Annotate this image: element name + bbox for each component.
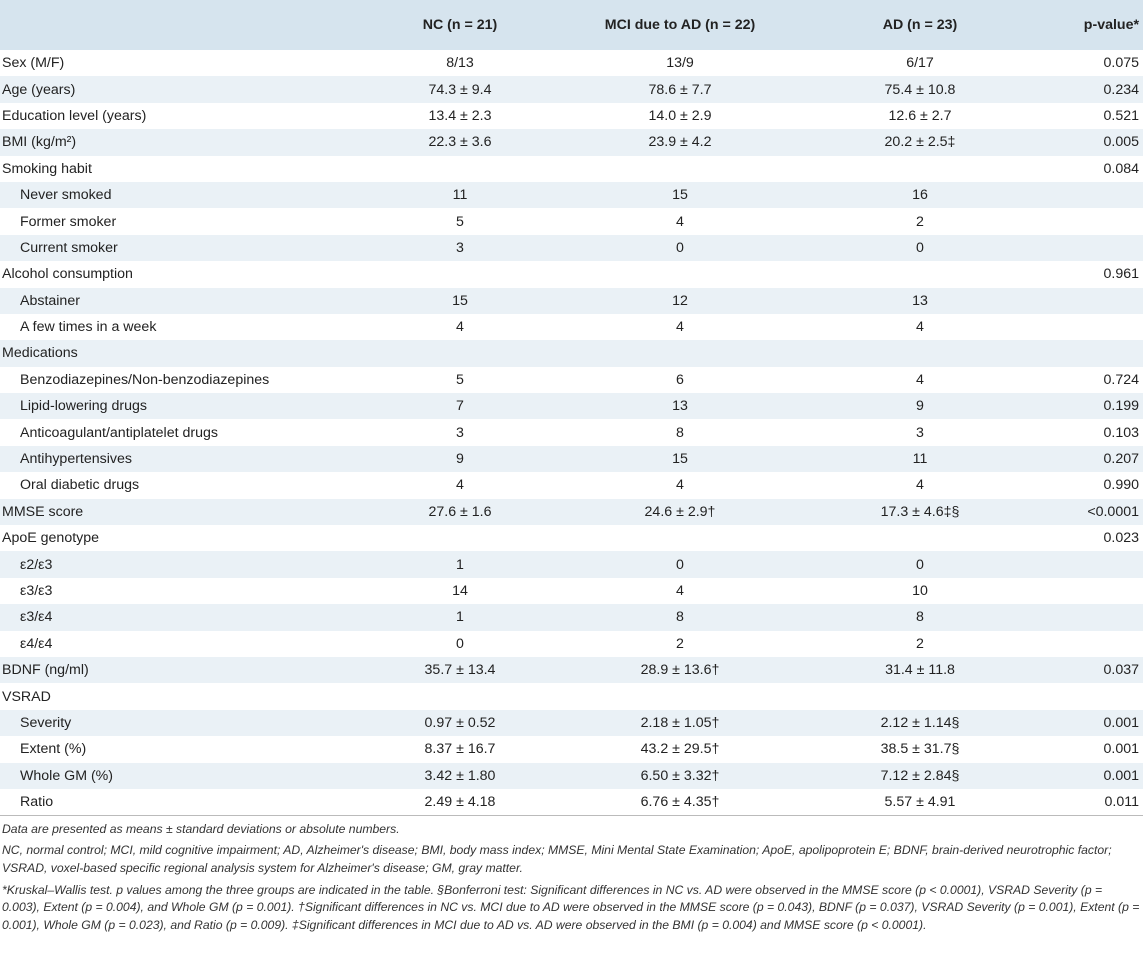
row-label: ε4/ε4 — [20, 635, 53, 652]
mci-value: 4 — [676, 319, 684, 336]
table-row — [0, 736, 1143, 762]
nc-value: 8/13 — [446, 55, 474, 72]
nc-value: 27.6 ± 1.6 — [428, 503, 492, 520]
ad-value: 4 — [916, 371, 924, 388]
table-row — [0, 103, 1143, 129]
table-row — [0, 446, 1143, 472]
p-value: 0.001 — [1103, 714, 1139, 731]
p-value — [1040, 631, 1143, 657]
ad-value: 20.2 ± 2.5‡ — [884, 134, 956, 151]
mci-value: 78.6 ± 7.7 — [648, 81, 712, 98]
row-label: Education level (years) — [2, 107, 147, 124]
table-row — [0, 657, 1143, 683]
p-value — [1040, 340, 1143, 366]
table-row — [0, 208, 1143, 234]
mci-value: 8 — [676, 609, 684, 626]
footnote: NC, normal control; MCI, mild cognitive impairment; AD, Alzheimer's disease; BMI, body mass index; MMSE, Mini Mental State Examination; ApoE, apolipoprotein E; BDNF, brain-derived neurotrophic factor; VSRAD, voxel-based specific regional analysis system for Alzheimer's disease; GM, gray matter. — [2, 843, 1112, 876]
row-label: Lipid-lowering drugs — [20, 398, 147, 415]
mci-value: 6 — [676, 371, 684, 388]
row-label: Benzodiazepines/Non-benzodiazepines — [20, 371, 270, 388]
p-value: 0.724 — [1103, 371, 1139, 388]
p-value — [1040, 208, 1143, 234]
mci-value: 15 — [672, 187, 688, 204]
p-value: 0.084 — [1103, 160, 1139, 177]
row-label: Antihypertensives — [20, 451, 132, 468]
row-label: Abstainer — [20, 292, 80, 309]
nc-value — [360, 156, 560, 182]
row-label: Ratio — [20, 793, 54, 810]
nc-value: 74.3 ± 9.4 — [428, 81, 492, 98]
nc-value: 22.3 ± 3.6 — [428, 134, 492, 151]
p-value — [1040, 578, 1143, 604]
table-row — [0, 393, 1143, 419]
table-row — [0, 235, 1143, 261]
ad-value — [800, 156, 1040, 182]
footnote: Data are presented as means ± standard deviations or absolute numbers. — [2, 821, 400, 836]
nc-value: 3 — [456, 424, 464, 441]
ad-value: 38.5 ± 31.7§ — [880, 741, 960, 758]
mci-value — [560, 340, 800, 366]
ad-value: 16 — [912, 187, 928, 204]
row-label: Medications — [2, 345, 78, 362]
p-value: <0.0001 — [1087, 503, 1139, 520]
header-ad: AD (n = 23) — [882, 17, 958, 33]
p-value: 0.990 — [1103, 477, 1139, 494]
nc-value: 9 — [456, 451, 464, 468]
ad-value: 4 — [916, 319, 924, 336]
row-label: Current smoker — [20, 239, 118, 256]
ad-value: 75.4 ± 10.8 — [884, 81, 956, 98]
row-label: ε2/ε3 — [20, 556, 53, 573]
p-value — [1040, 182, 1143, 208]
ad-value: 10 — [912, 583, 928, 599]
table-row — [0, 789, 1143, 815]
ad-value: 11 — [912, 451, 928, 468]
row-label: Alcohol consumption — [2, 266, 133, 283]
nc-value: 8.37 ± 16.7 — [424, 741, 496, 758]
mci-value — [560, 156, 800, 182]
table-row — [0, 261, 1143, 287]
table-row — [0, 683, 1143, 709]
nc-value — [360, 525, 560, 551]
ad-value: 3 — [916, 424, 924, 441]
nc-value: 7 — [456, 398, 464, 415]
ad-value: 12.6 ± 2.7 — [888, 107, 952, 124]
row-label: ε3/ε4 — [20, 609, 53, 626]
p-value: 0.011 — [1104, 793, 1139, 810]
row-label: Severity — [20, 714, 72, 731]
mci-value: 15 — [672, 451, 688, 468]
nc-value: 0.97 ± 0.52 — [424, 714, 496, 731]
nc-value: 13.4 ± 2.3 — [428, 107, 492, 124]
ad-value — [800, 683, 1040, 709]
nc-value: 5 — [456, 371, 464, 388]
row-label: Anticoagulant/antiplatelet drugs — [20, 424, 218, 441]
p-value: 0.075 — [1103, 55, 1139, 72]
table-row — [0, 156, 1143, 182]
mci-value: 13 — [672, 398, 688, 415]
mci-value: 13/9 — [666, 55, 694, 72]
ad-value: 17.3 ± 4.6‡§ — [880, 503, 960, 520]
mci-value: 23.9 ± 4.2 — [648, 134, 712, 151]
nc-value: 11 — [452, 187, 468, 204]
row-label: Oral diabetic drugs — [20, 477, 140, 494]
ad-value: 2 — [916, 635, 924, 652]
row-label: Sex (M/F) — [2, 55, 65, 72]
mci-value — [560, 261, 800, 287]
nc-value: 5 — [456, 213, 464, 230]
table-row — [0, 288, 1143, 314]
nc-value: 4 — [456, 477, 464, 494]
footnote: *Kruskal–Wallis test. p values among the three groups are indicated in the table. §Bonferroni test: Significant differences in NC vs. AD were observed in the MMSE score (p < 0.0001), VSRAD Severity (p = 0.003), Extent (p = 0.004), and Whole GM (p = 0.001). †Significant differences in NC vs. MCI due to AD were observed in the MMSE score (p = 0.043), BDNF (p = 0.037), VSRAD Severity (p = 0.001), Extent (p = 0.001), Whole GM (p = 0.023), and Ratio (p = 0.009). ‡Significant differences in MCI due to AD vs. AD were observed in the BMI (p = 0.004) and MMSE score (p < 0.0001). — [2, 882, 1140, 932]
mci-value: 6.76 ± 4.35† — [640, 793, 720, 810]
nc-value: 35.7 ± 13.4 — [424, 662, 496, 679]
ad-value: 2 — [916, 213, 924, 230]
mci-value — [560, 683, 800, 709]
nc-value: 3 — [456, 239, 464, 256]
table-row — [0, 499, 1143, 525]
row-label: Extent (%) — [20, 741, 87, 758]
nc-value: 3.42 ± 1.80 — [424, 767, 496, 784]
p-value: 0.103 — [1103, 424, 1139, 441]
ad-value: 0 — [916, 239, 924, 256]
nc-value: 1 — [456, 556, 464, 573]
row-label: MMSE score — [2, 503, 84, 520]
nc-value: 1 — [456, 609, 464, 626]
row-label: ApoE genotype — [2, 530, 100, 547]
table-row — [0, 525, 1143, 551]
table-row — [0, 314, 1143, 340]
ad-value: 2.12 ± 1.14§ — [880, 714, 960, 731]
row-label: BMI (kg/m²) — [2, 134, 77, 151]
row-label: Whole GM (%) — [20, 767, 114, 784]
row-label: Smoking habit — [2, 160, 92, 177]
nc-value: 0 — [456, 635, 464, 652]
ad-value: 4 — [916, 477, 924, 494]
nc-value: 14 — [452, 583, 468, 599]
mci-value: 2.18 ± 1.05† — [640, 714, 720, 731]
p-value: 0.005 — [1103, 134, 1139, 151]
mci-value: 4 — [676, 583, 684, 599]
ad-value: 13 — [912, 292, 928, 309]
mci-value: 4 — [676, 213, 684, 230]
table-row — [0, 50, 1143, 76]
mci-value: 6.50 ± 3.32† — [640, 767, 720, 784]
table-row — [0, 578, 1143, 604]
mci-value: 12 — [672, 292, 688, 309]
table-row — [0, 472, 1143, 498]
p-value — [1040, 551, 1143, 577]
row-label: A few times in a week — [20, 319, 157, 336]
table-body — [0, 50, 1143, 815]
p-value: 0.207 — [1103, 451, 1139, 468]
ad-value — [800, 340, 1040, 366]
mci-value: 4 — [676, 477, 684, 494]
mci-value: 0 — [676, 239, 684, 256]
p-value: 0.521 — [1103, 107, 1139, 124]
nc-value: 15 — [452, 292, 468, 309]
header-nc: NC (n = 21) — [422, 17, 498, 33]
mci-value: 28.9 ± 13.6† — [640, 662, 720, 679]
p-value — [1040, 683, 1143, 709]
table-row — [0, 631, 1143, 657]
row-label: Age (years) — [2, 81, 76, 98]
row-label: VSRAD — [2, 688, 51, 705]
row-label: Never smoked — [20, 187, 112, 204]
row-label: Former smoker — [20, 213, 117, 230]
mci-value: 2 — [676, 635, 684, 652]
table-row — [0, 182, 1143, 208]
header-p-value: p-value* — [1083, 17, 1139, 33]
table-row — [0, 763, 1143, 789]
nc-value — [360, 340, 560, 366]
table-row — [0, 419, 1143, 445]
mci-value: 24.6 ± 2.9† — [644, 503, 716, 520]
nc-value: 2.49 ± 4.18 — [424, 793, 496, 810]
ad-value: 8 — [916, 609, 924, 626]
row-label: ε3/ε3 — [20, 583, 53, 599]
table-row — [0, 340, 1143, 366]
row-label: BDNF (ng/ml) — [2, 662, 89, 679]
table-footnotes — [2, 821, 1141, 935]
p-value: 0.023 — [1103, 530, 1139, 547]
ad-value: 5.57 ± 4.91 — [884, 793, 956, 810]
table-row — [0, 551, 1143, 577]
ad-value: 31.4 ± 11.8 — [885, 662, 955, 679]
mci-value: 43.2 ± 29.5† — [640, 741, 720, 758]
header-label-cell — [0, 0, 360, 50]
table-row — [0, 76, 1143, 102]
ad-value — [800, 525, 1040, 551]
p-value: 0.001 — [1103, 741, 1139, 758]
p-value — [1040, 288, 1143, 314]
mci-value: 8 — [676, 424, 684, 441]
mci-value: 0 — [676, 556, 684, 573]
p-value: 0.234 — [1103, 81, 1139, 98]
ad-value — [800, 261, 1040, 287]
ad-value: 6/17 — [906, 55, 934, 72]
table-row — [0, 604, 1143, 630]
p-value: 0.037 — [1103, 662, 1139, 679]
p-value: 0.961 — [1103, 266, 1139, 283]
ad-value: 9 — [916, 398, 924, 415]
table-row — [0, 710, 1143, 736]
table-header-row — [0, 0, 1143, 50]
p-value — [1040, 235, 1143, 261]
ad-value: 0 — [916, 556, 924, 573]
mci-value: 14.0 ± 2.9 — [648, 107, 712, 124]
table-row — [0, 129, 1143, 155]
nc-value — [360, 261, 560, 287]
mci-value — [560, 525, 800, 551]
header-mci: MCI due to AD (n = 22) — [604, 17, 756, 33]
p-value — [1040, 314, 1143, 340]
ad-value: 7.12 ± 2.84§ — [880, 767, 960, 784]
p-value: 0.199 — [1103, 398, 1139, 415]
p-value: 0.001 — [1103, 767, 1139, 784]
nc-value: 4 — [456, 319, 464, 336]
p-value — [1040, 604, 1143, 630]
table-row — [0, 367, 1143, 393]
nc-value — [360, 683, 560, 709]
